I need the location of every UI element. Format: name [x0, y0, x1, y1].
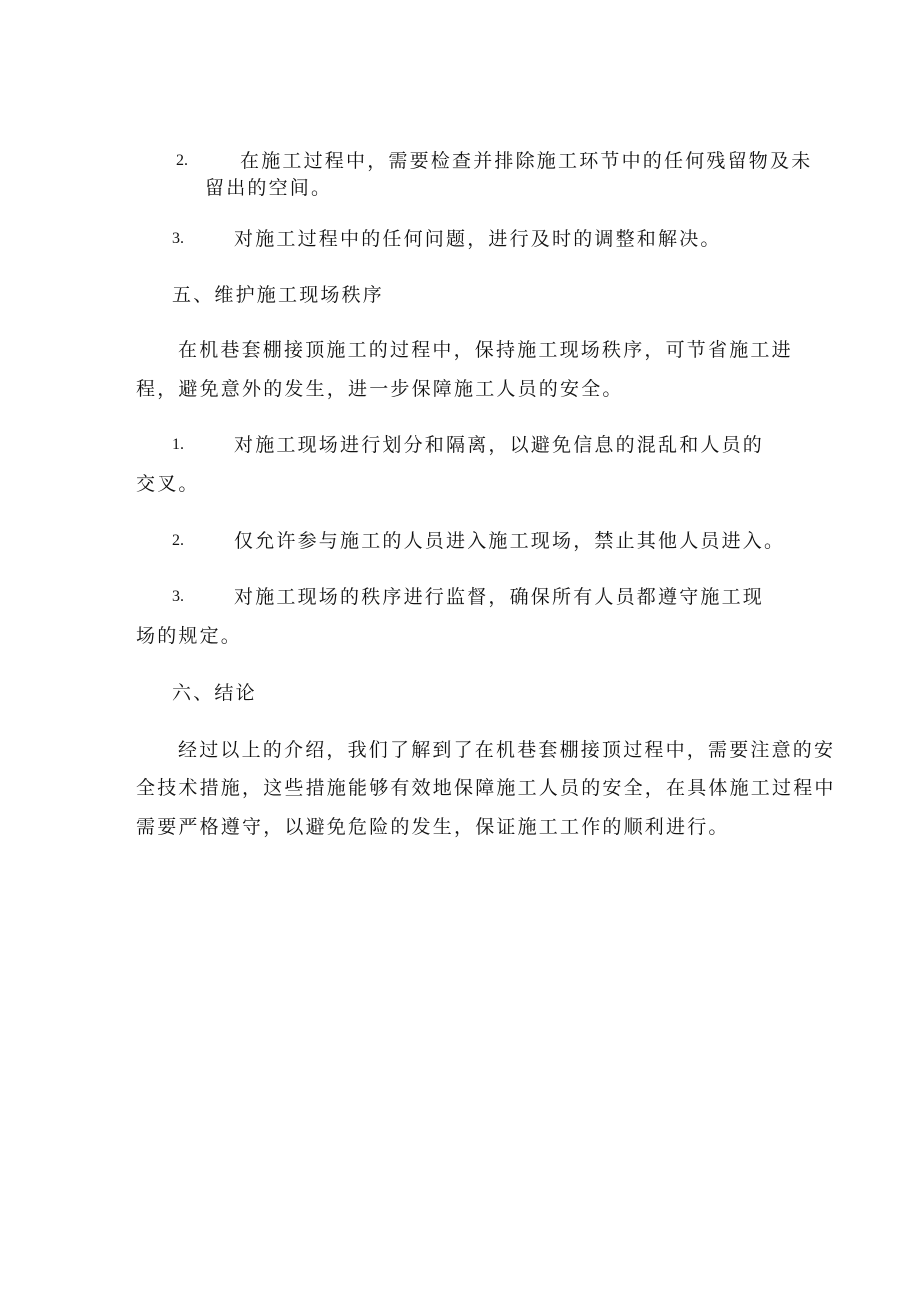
list-item-text: 仅允许参与施工的人员进入施工现场，禁止其他人员进入。 [234, 530, 786, 552]
list-number: 3. [172, 230, 184, 247]
paragraph-line: 在机巷套棚接顶施工的过程中，保持施工现场秩序，可节省施工进 [178, 339, 793, 361]
list-item-text: 对施工现场的秩序进行监督，确保所有人员都遵守施工现 [234, 586, 765, 608]
section-heading: 五、维护施工现场秩序 [172, 284, 385, 306]
list-number: 1. [172, 436, 184, 453]
list-item-text: 对施工过程中的任何问题，进行及时的调整和解决。 [234, 228, 722, 250]
list-item-text-continued: 交叉。 [136, 473, 200, 495]
section-heading: 六、结论 [172, 682, 257, 704]
paragraph-line: 需要严格遵守，以避免危险的发生，保证施工工作的顺利进行。 [136, 816, 730, 838]
list-number: 2. [172, 532, 184, 549]
list-item-text: 在施工过程中，需要检查并排除施工环节中的任何残留物及未 [240, 150, 813, 172]
list-number: 2. [176, 152, 188, 169]
paragraph-line: 全技术措施，这些措施能够有效地保障施工人员的安全，在具体施工过程中 [136, 777, 836, 799]
list-item-text-continued: 场的规定。 [136, 625, 243, 647]
paragraph-line: 经过以上的介绍，我们了解到了在机巷套棚接顶过程中，需要注意的安 [178, 739, 836, 761]
paragraph-line: 程，避免意外的发生，进一步保障施工人员的安全。 [136, 378, 624, 400]
list-number: 3. [172, 588, 184, 605]
list-item-text-continued: 留出的空间。 [205, 177, 333, 199]
list-item-text: 对施工现场进行划分和隔离，以避免信息的混乱和人员的 [234, 434, 765, 456]
